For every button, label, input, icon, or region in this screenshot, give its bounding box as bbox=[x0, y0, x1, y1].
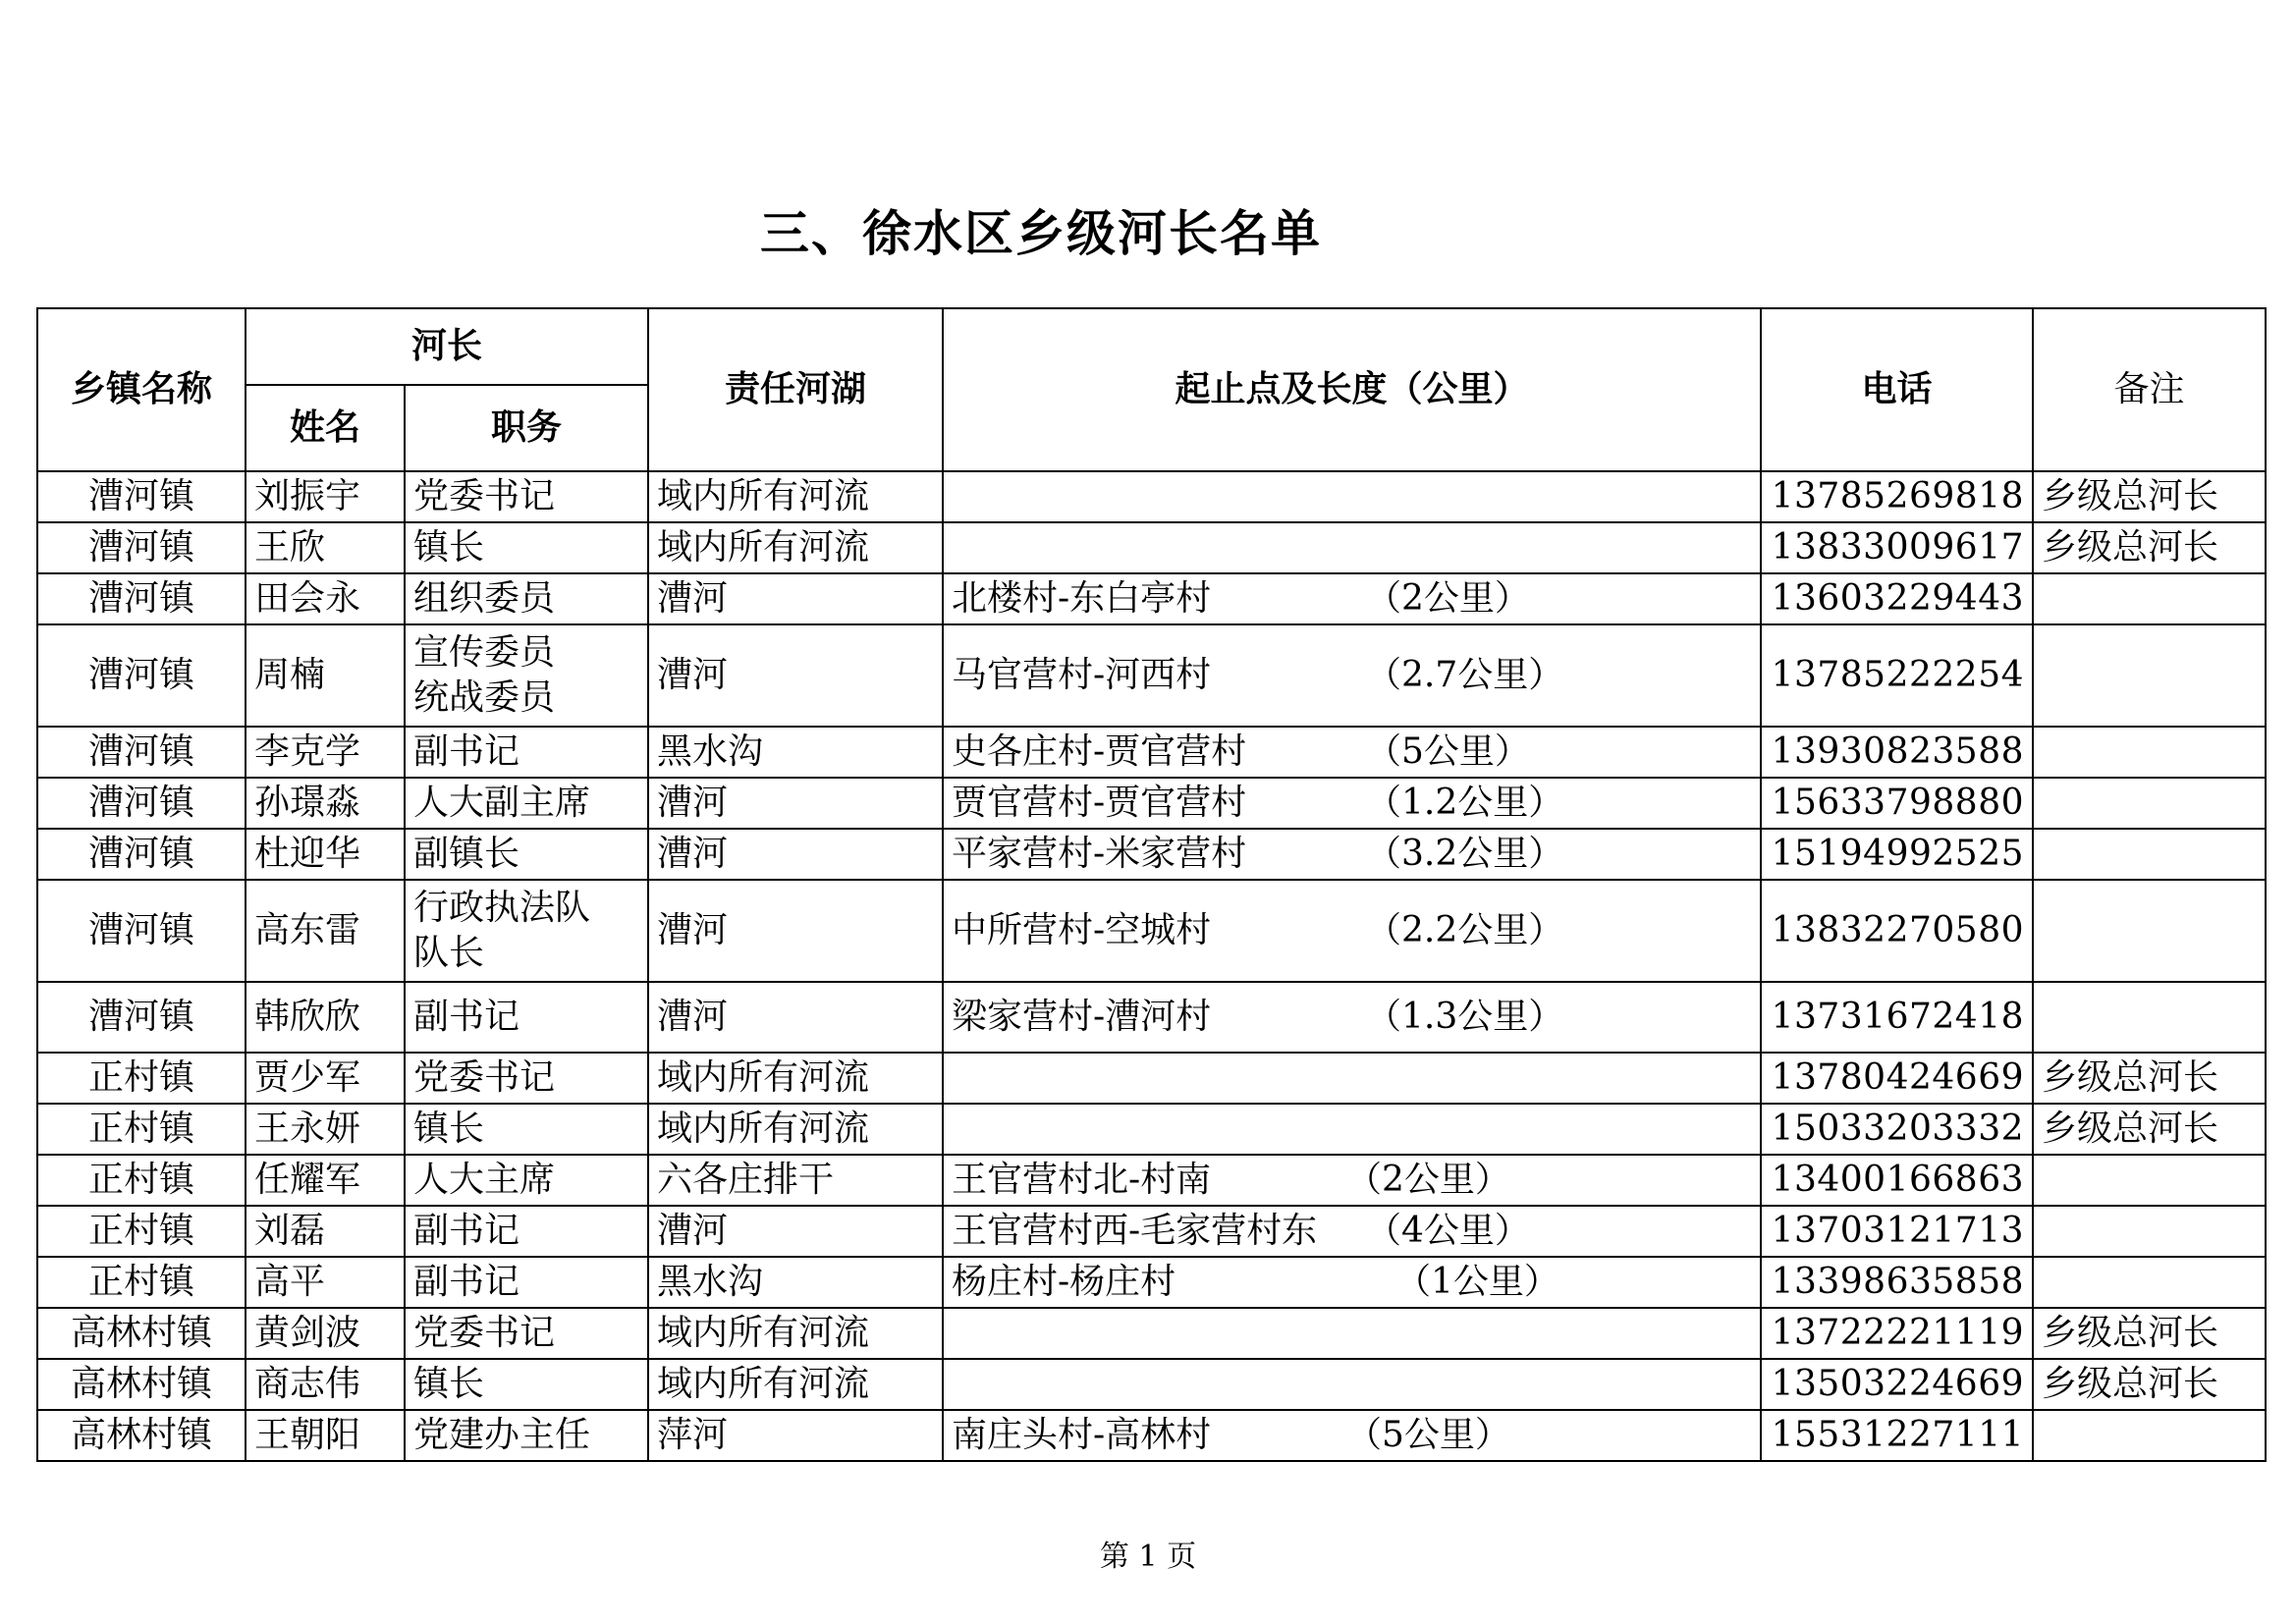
remark-cell bbox=[2033, 880, 2266, 982]
header-position: 职务 bbox=[405, 385, 648, 471]
position-cell bbox=[405, 1308, 648, 1359]
town-cell: 漕河镇 bbox=[37, 573, 246, 624]
header-river-chief: 河长 bbox=[246, 308, 648, 385]
position-line: 党委书记 bbox=[413, 476, 556, 516]
phone-cell: 13833009617 bbox=[1761, 522, 2033, 573]
route-length: （1.3公里） bbox=[1366, 997, 1564, 1037]
position-line: 副镇长 bbox=[413, 834, 520, 874]
route-length: （1公里） bbox=[1395, 1262, 1559, 1302]
route-cell bbox=[943, 1155, 1761, 1206]
remark-cell: 乡级总河长 bbox=[2033, 522, 2266, 573]
route-endpoints: 南庄头村-高林村 bbox=[952, 1415, 1212, 1455]
river-cell: 域内所有河流 bbox=[648, 1308, 943, 1359]
route-endpoints: 梁家营村-漕河村 bbox=[952, 997, 1212, 1037]
page-footer bbox=[0, 1532, 2296, 1575]
route-length: （1.2公里） bbox=[1366, 783, 1564, 823]
footer-prefix: 第 bbox=[1099, 1540, 1129, 1574]
remark-cell bbox=[2033, 573, 2266, 624]
table-row bbox=[37, 1410, 2266, 1461]
remark-cell bbox=[2033, 1410, 2266, 1461]
river-cell: 域内所有河流 bbox=[648, 1359, 943, 1410]
route-length: （5公里） bbox=[1366, 731, 1530, 772]
phone-cell: 13785222254 bbox=[1761, 624, 2033, 727]
river-cell: 漕河 bbox=[648, 1206, 943, 1257]
river-cell: 漕河 bbox=[648, 778, 943, 829]
town-cell: 高林村镇 bbox=[37, 1359, 246, 1410]
town-cell: 漕河镇 bbox=[37, 522, 246, 573]
phone-cell: 13780424669 bbox=[1761, 1053, 2033, 1104]
river-cell: 萍河 bbox=[648, 1410, 943, 1461]
phone-cell: 13400166863 bbox=[1761, 1155, 2033, 1206]
position-line: 党委书记 bbox=[413, 1313, 556, 1353]
position-line: 行政执法队 bbox=[413, 888, 591, 928]
position-line: 党委书记 bbox=[413, 1057, 556, 1098]
route-cell bbox=[943, 982, 1761, 1053]
phone-cell: 13603229443 bbox=[1761, 573, 2033, 624]
table-row bbox=[37, 727, 2266, 778]
position-cell bbox=[405, 1359, 648, 1410]
route-cell bbox=[943, 471, 1761, 522]
position-line: 党建办主任 bbox=[413, 1415, 591, 1455]
town-cell: 漕河镇 bbox=[37, 982, 246, 1053]
position-line: 副书记 bbox=[413, 1211, 520, 1251]
remark-cell: 乡级总河长 bbox=[2033, 1359, 2266, 1410]
town-cell: 漕河镇 bbox=[37, 727, 246, 778]
phone-cell: 13731672418 bbox=[1761, 982, 2033, 1053]
table-row bbox=[37, 880, 2266, 982]
route-length: （3.2公里） bbox=[1366, 834, 1564, 874]
position-line: 镇长 bbox=[413, 1364, 485, 1404]
table-row bbox=[37, 778, 2266, 829]
chief-name-cell: 高平 bbox=[246, 1257, 405, 1308]
river-cell: 漕河 bbox=[648, 880, 943, 982]
town-cell: 正村镇 bbox=[37, 1104, 246, 1155]
route-cell bbox=[943, 1308, 1761, 1359]
footer-suffix: 页 bbox=[1167, 1540, 1197, 1574]
phone-cell: 13503224669 bbox=[1761, 1359, 2033, 1410]
route-length: （2.2公里） bbox=[1366, 910, 1564, 950]
route-cell bbox=[943, 829, 1761, 880]
town-cell: 漕河镇 bbox=[37, 829, 246, 880]
river-chief-table bbox=[36, 307, 2267, 1462]
chief-name-cell: 刘振宇 bbox=[246, 471, 405, 522]
remark-cell bbox=[2033, 778, 2266, 829]
route-length: （5公里） bbox=[1346, 1415, 1510, 1455]
header-remark: 备注 bbox=[2033, 308, 2266, 471]
remark-cell bbox=[2033, 1257, 2266, 1308]
position-cell bbox=[405, 1104, 648, 1155]
phone-cell: 13930823588 bbox=[1761, 727, 2033, 778]
town-cell: 漕河镇 bbox=[37, 880, 246, 982]
phone-cell: 13398635858 bbox=[1761, 1257, 2033, 1308]
remark-cell bbox=[2033, 624, 2266, 727]
phone-cell: 13703121713 bbox=[1761, 1206, 2033, 1257]
remark-cell bbox=[2033, 982, 2266, 1053]
route-cell bbox=[943, 1257, 1761, 1308]
chief-name-cell: 孙璟淼 bbox=[246, 778, 405, 829]
chief-name-cell: 杜迎华 bbox=[246, 829, 405, 880]
position-cell bbox=[405, 727, 648, 778]
remark-cell bbox=[2033, 1155, 2266, 1206]
town-cell: 高林村镇 bbox=[37, 1410, 246, 1461]
route-length: （2公里） bbox=[1366, 578, 1530, 619]
phone-cell: 13832270580 bbox=[1761, 880, 2033, 982]
river-cell: 域内所有河流 bbox=[648, 522, 943, 573]
town-cell: 漕河镇 bbox=[37, 778, 246, 829]
position-line: 统战委员 bbox=[413, 677, 556, 718]
route-cell bbox=[943, 1206, 1761, 1257]
position-cell bbox=[405, 1257, 648, 1308]
chief-name-cell: 田会永 bbox=[246, 573, 405, 624]
river-cell: 黑水沟 bbox=[648, 727, 943, 778]
position-line: 人大副主席 bbox=[413, 783, 591, 823]
remark-cell: 乡级总河长 bbox=[2033, 471, 2266, 522]
position-cell bbox=[405, 1410, 648, 1461]
table-row bbox=[37, 573, 2266, 624]
route-cell bbox=[943, 778, 1761, 829]
header-phone: 电话 bbox=[1761, 308, 2033, 471]
route-endpoints: 贾官营村-贾官营村 bbox=[952, 783, 1247, 823]
position-line: 副书记 bbox=[413, 997, 520, 1037]
route-cell bbox=[943, 624, 1761, 727]
route-length: （2.7公里） bbox=[1366, 655, 1564, 695]
position-line: 镇长 bbox=[413, 1109, 485, 1149]
route-length: （2公里） bbox=[1346, 1160, 1510, 1200]
position-cell bbox=[405, 880, 648, 982]
remark-cell: 乡级总河长 bbox=[2033, 1104, 2266, 1155]
town-cell: 漕河镇 bbox=[37, 624, 246, 727]
town-cell: 正村镇 bbox=[37, 1155, 246, 1206]
position-line: 组织委员 bbox=[413, 578, 556, 619]
position-cell bbox=[405, 522, 648, 573]
route-cell bbox=[943, 522, 1761, 573]
river-cell: 漕河 bbox=[648, 829, 943, 880]
table-body bbox=[37, 471, 2266, 1461]
chief-name-cell: 任耀军 bbox=[246, 1155, 405, 1206]
position-cell bbox=[405, 982, 648, 1053]
chief-name-cell: 王欣 bbox=[246, 522, 405, 573]
chief-name-cell: 贾少军 bbox=[246, 1053, 405, 1104]
river-cell: 域内所有河流 bbox=[648, 1104, 943, 1155]
route-endpoints: 杨庄村-杨庄村 bbox=[952, 1262, 1176, 1302]
town-cell: 高林村镇 bbox=[37, 1308, 246, 1359]
river-cell: 域内所有河流 bbox=[648, 1053, 943, 1104]
route-cell bbox=[943, 1410, 1761, 1461]
position-line: 人大主席 bbox=[413, 1160, 556, 1200]
table-row bbox=[37, 1308, 2266, 1359]
river-cell: 漕河 bbox=[648, 982, 943, 1053]
chief-name-cell: 韩欣欣 bbox=[246, 982, 405, 1053]
table-row bbox=[37, 1104, 2266, 1155]
position-cell bbox=[405, 1053, 648, 1104]
phone-cell: 15531227111 bbox=[1761, 1410, 2033, 1461]
chief-name-cell: 商志伟 bbox=[246, 1359, 405, 1410]
remark-cell: 乡级总河长 bbox=[2033, 1053, 2266, 1104]
position-line: 副书记 bbox=[413, 1262, 520, 1302]
page-title: 三、徐水区乡级河长名单 bbox=[760, 205, 1322, 262]
town-cell: 正村镇 bbox=[37, 1257, 246, 1308]
route-cell bbox=[943, 727, 1761, 778]
position-cell bbox=[405, 624, 648, 727]
route-endpoints: 中所营村-空城村 bbox=[952, 910, 1212, 950]
route-cell bbox=[943, 1359, 1761, 1410]
phone-cell: 13722221119 bbox=[1761, 1308, 2033, 1359]
river-cell: 域内所有河流 bbox=[648, 471, 943, 522]
chief-name-cell: 王朝阳 bbox=[246, 1410, 405, 1461]
route-endpoints: 王官营村西-毛家营村东 bbox=[952, 1211, 1318, 1251]
river-cell: 六各庄排干 bbox=[648, 1155, 943, 1206]
position-cell bbox=[405, 573, 648, 624]
remark-cell bbox=[2033, 727, 2266, 778]
phone-cell: 15633798880 bbox=[1761, 778, 2033, 829]
chief-name-cell: 刘磊 bbox=[246, 1206, 405, 1257]
remark-cell: 乡级总河长 bbox=[2033, 1308, 2266, 1359]
route-cell bbox=[943, 1053, 1761, 1104]
position-cell bbox=[405, 471, 648, 522]
route-cell bbox=[943, 573, 1761, 624]
town-cell: 漕河镇 bbox=[37, 471, 246, 522]
chief-name-cell: 高东雷 bbox=[246, 880, 405, 982]
position-line: 副书记 bbox=[413, 731, 520, 772]
remark-cell bbox=[2033, 829, 2266, 880]
table-row bbox=[37, 471, 2266, 522]
table-row bbox=[37, 1053, 2266, 1104]
table-row bbox=[37, 1206, 2266, 1257]
route-cell bbox=[943, 1104, 1761, 1155]
route-length: （4公里） bbox=[1366, 1211, 1530, 1251]
position-cell bbox=[405, 1155, 648, 1206]
header-river: 责任河湖 bbox=[648, 308, 943, 471]
position-line: 宣传委员 bbox=[413, 632, 556, 673]
route-endpoints: 王官营村北-村南 bbox=[952, 1160, 1212, 1200]
position-line: 队长 bbox=[413, 933, 485, 973]
position-line: 镇长 bbox=[413, 527, 485, 568]
chief-name-cell: 王永妍 bbox=[246, 1104, 405, 1155]
phone-cell: 15194992525 bbox=[1761, 829, 2033, 880]
header-town: 乡镇名称 bbox=[37, 308, 246, 471]
chief-name-cell: 李克学 bbox=[246, 727, 405, 778]
river-cell: 黑水沟 bbox=[648, 1257, 943, 1308]
header-route: 起止点及长度（公里） bbox=[943, 308, 1761, 471]
table-row bbox=[37, 982, 2266, 1053]
chief-name-cell: 周楠 bbox=[246, 624, 405, 727]
route-endpoints: 平家营村-米家营村 bbox=[952, 834, 1247, 874]
table-row bbox=[37, 829, 2266, 880]
position-cell bbox=[405, 778, 648, 829]
route-endpoints: 北楼村-东白亭村 bbox=[952, 578, 1212, 619]
town-cell: 正村镇 bbox=[37, 1206, 246, 1257]
table-row bbox=[37, 522, 2266, 573]
table-row bbox=[37, 1155, 2266, 1206]
table-row bbox=[37, 624, 2266, 727]
table-row bbox=[37, 1257, 2266, 1308]
phone-cell: 15033203332 bbox=[1761, 1104, 2033, 1155]
phone-cell: 13785269818 bbox=[1761, 471, 2033, 522]
position-cell bbox=[405, 1206, 648, 1257]
river-cell: 漕河 bbox=[648, 573, 943, 624]
chief-name-cell: 黄剑波 bbox=[246, 1308, 405, 1359]
table-row bbox=[37, 1359, 2266, 1410]
river-cell: 漕河 bbox=[648, 624, 943, 727]
header-name: 姓名 bbox=[246, 385, 405, 471]
route-endpoints: 马官营村-河西村 bbox=[952, 655, 1212, 695]
route-endpoints: 史各庄村-贾官营村 bbox=[952, 731, 1247, 772]
position-cell bbox=[405, 829, 648, 880]
page-number: 1 bbox=[1138, 1540, 1158, 1574]
remark-cell bbox=[2033, 1206, 2266, 1257]
town-cell: 正村镇 bbox=[37, 1053, 246, 1104]
route-cell bbox=[943, 880, 1761, 982]
